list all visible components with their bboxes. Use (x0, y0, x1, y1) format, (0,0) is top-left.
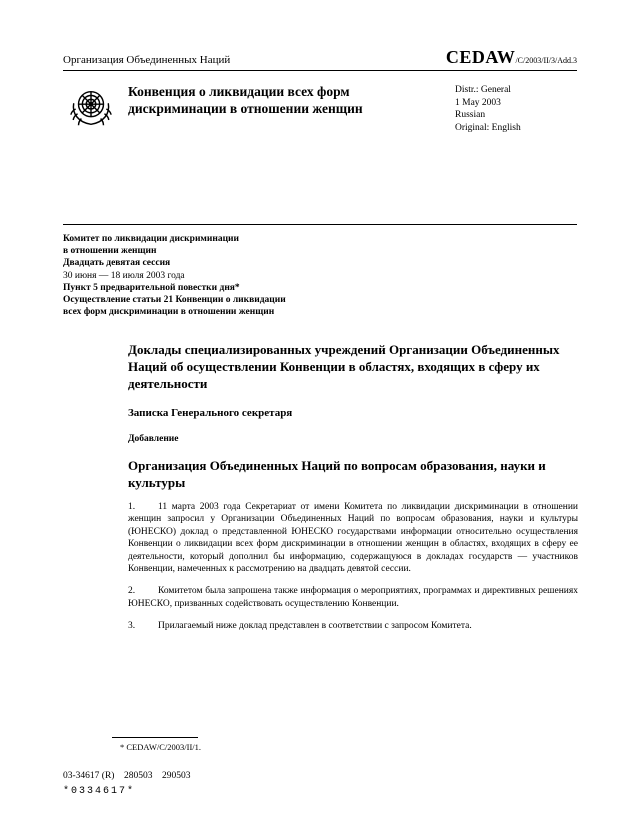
footer-barcode-text: *0334617* (63, 786, 136, 797)
committee-name-line1: Комитет по ликвидации дискриминации (63, 234, 240, 244)
committee-name-line2: в отношении женщин (63, 246, 157, 257)
distribution-info (455, 84, 521, 134)
doc-symbol (446, 47, 577, 68)
masthead-rule (63, 224, 577, 225)
doc-symbol-series: CEDAW (445, 47, 516, 67)
distr-line: Distr.: General (455, 85, 511, 95)
addendum-label: Добавление (128, 434, 179, 444)
masthead (63, 80, 577, 200)
committee-block (63, 233, 286, 318)
paragraph-1 (128, 501, 578, 575)
paragraph-1-number: 1. (128, 502, 136, 512)
paragraph-2-number: 2. (128, 586, 136, 597)
org-name: Организация Объединенных Наций (63, 54, 231, 66)
session-dates: 30 июня — 18 июля 2003 года (63, 270, 185, 281)
agenda-item: Пункт 5 предварительной повестки дня* (63, 282, 240, 293)
document-header (63, 44, 577, 70)
agenda-item-title-line1: Осуществление статьи 21 Конвенции о ликвидации (63, 295, 286, 306)
section-title-unesco: Организация Объединенных Наций по вопросам образования, науки и культуры (128, 458, 546, 490)
paragraph-3 (128, 620, 578, 632)
paragraph-2-text: Комитетом была запрошена также информация о мероприятиях, программах и директивных решениях ЮНЕСКО, призванных содействовать осуществлению Конвенции. (128, 586, 578, 609)
paragraph-1-text: 11 марта 2003 года Секретариат от имени Комитета по ликвидации дискриминации в отношении женщин запросил у Организации Объединенных Наций по вопросам образования, науки и культуры (ЮНЕСКО) доклад о представленной ЮНЕСКО государствами информации относительно осуществления Конвенции о ликвидации всех форм дискриминации в отношении женщин в областях, входящих в сферу ее деятельности, который дополнил бы информацию, содержащуюся в докладах государств — участников Конвенции, намеченных к рассмотрению на двадцать девятой сессии. (128, 502, 578, 575)
date-line: 1 May 2003 (455, 97, 501, 108)
header-rule (63, 70, 577, 71)
paragraph-3-number: 3. (128, 621, 136, 632)
note-subtitle: Записка Генерального секретаря (128, 407, 293, 419)
document-body (128, 341, 578, 633)
footer-document-codes: 03-34617 (R) 280503 290503 (63, 771, 191, 781)
footnote-separator (112, 737, 198, 738)
footnote-text: * CEDAW/C/2003/II/1. (120, 742, 202, 752)
un-emblem-icon (67, 84, 115, 132)
session-title: Двадцать девятая сессия (63, 258, 171, 269)
report-title: Доклады специализированных учреждений Организации Объединенных Наций об осуществлении Конвенции в областях, входящих в сферу их деятельности (128, 342, 560, 391)
convention-title: Конвенция о ликвидации всех форм дискриминации в отношении женщин (128, 84, 363, 116)
original-line: Original: English (455, 122, 521, 133)
paragraph-3-text: Прилагаемый ниже доклад представлен в соответствии с запросом Комитета. (158, 621, 472, 632)
language-line: Russian (455, 110, 486, 120)
agenda-item-title-line2: всех форм дискриминации в отношении женщин (63, 307, 275, 318)
paragraph-2 (128, 585, 578, 610)
doc-symbol-number: /C/2003/II/3/Add.3 (515, 56, 577, 65)
